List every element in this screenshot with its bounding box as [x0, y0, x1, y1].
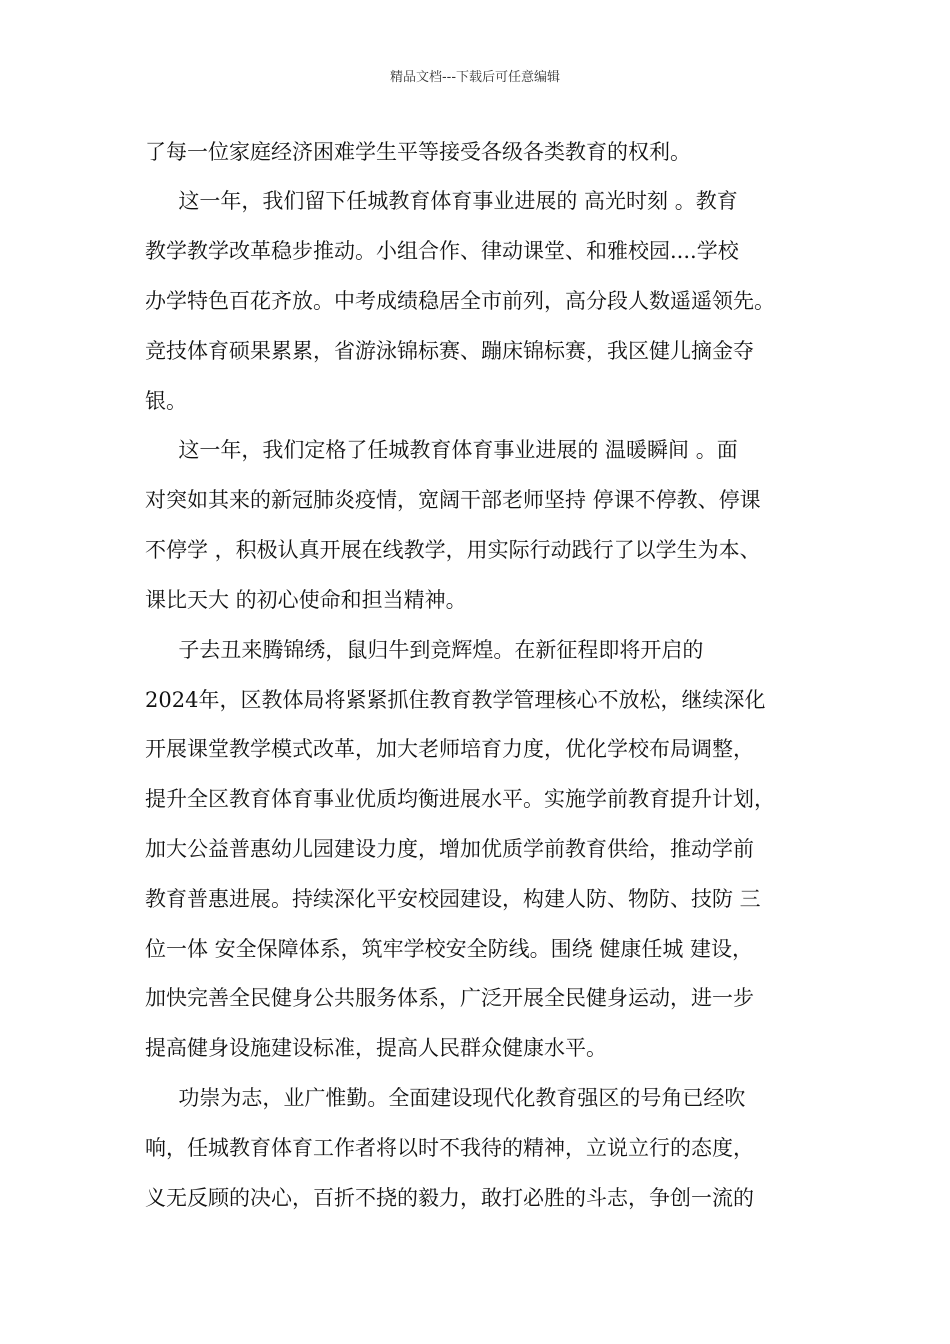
text-line: 教育普惠进展。持续深化平安校园建设，构建人防、物防、技防 三: [145, 887, 761, 911]
page-header: 精品文档---下载后可任意编辑: [389, 70, 561, 85]
text-line: 2024年，区教体局将紧紧抓住教育教学管理核心不放松，继续深化: [145, 688, 766, 712]
text-line: 这一年，我们留下任城教育体育事业进展的 高光时刻 。教育: [145, 189, 738, 213]
text-line: 加大公益普惠幼儿园建设力度，增加优质学前教育供给，推动学前: [145, 837, 754, 861]
text-line: 这一年，我们定格了任城教育体育事业进展的 温暖瞬间 。面: [145, 438, 738, 462]
text-line: 银。: [145, 389, 187, 413]
text-line: 义无反顾的决心，百折不挠的毅力，敢打必胜的斗志，争创一流的: [145, 1186, 754, 1210]
text-line: 响，任城教育体育工作者将以时不我待的精神，立说立行的态度，: [145, 1136, 754, 1160]
text-line: 不停学 ，积极认真开展在线教学，用实际行动践行了以学生为本、: [145, 538, 761, 562]
text-line: 子去丑来腾锦绣，鼠归牛到竞辉煌。在新征程即将开启的: [145, 638, 704, 662]
text-line: 提高健身设施建设标准，提高人民群众健康水平。: [145, 1036, 607, 1060]
text-line: 开展课堂教学模式改革，加大老师培育力度，优化学校布局调整，: [145, 737, 754, 761]
text-line: 教学教学改革稳步推动。小组合作、律动课堂、和雅校园....学校: [145, 239, 739, 263]
text-line: 对突如其来的新冠肺炎疫情，宽阔干部老师坚持 停课不停教、停课: [145, 488, 761, 512]
text-line: 提升全区教育体育事业优质均衡进展水平。实施学前教育提升计划，: [145, 787, 775, 811]
text-line: 竞技体育硕果累累，省游泳锦标赛、蹦床锦标赛，我区健儿摘金夺: [145, 339, 754, 363]
text-line: 课比天大 的初心使命和担当精神。: [145, 588, 467, 612]
text-line: 办学特色百花齐放。中考成绩稳居全市前列，高分段人数遥遥领先。: [145, 289, 775, 313]
text-line: 位一体 安全保障体系，筑牢学校安全防线。围绕 健康任城 建设，: [145, 937, 754, 961]
text-line: 了每一位家庭经济困难学生平等接受各级各类教育的权利。: [145, 140, 691, 164]
text-line: 功崇为志，业广惟勤。全面建设现代化教育强区的号角已经吹: [145, 1086, 746, 1110]
text-line: 加快完善全民健身公共服务体系，广泛开展全民健身运动，进一步: [145, 986, 754, 1010]
